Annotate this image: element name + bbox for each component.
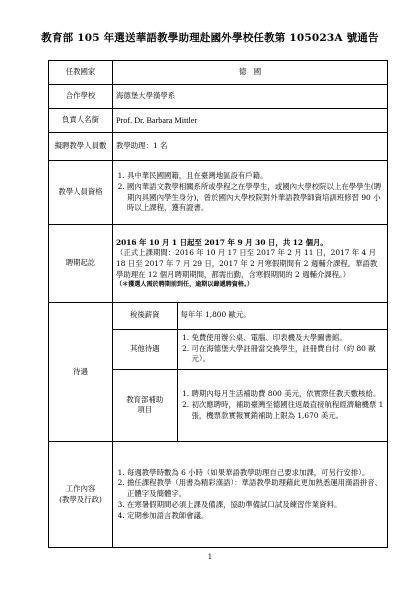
duty-item: 4. 定期參加語言教師會議。 <box>127 511 384 522</box>
duties-label: 工作內容 <box>65 483 96 493</box>
value-period <box>113 225 388 303</box>
duty-item: 2. 擔任課程教學（用書為精彩漢語）：華語教學助理藉此更加熟悉運用漢語拼音、正體字及簡體字。 <box>127 478 384 499</box>
benefit-moe-label: 教育部補助項目 <box>113 369 177 441</box>
row-qualifications <box>49 161 388 225</box>
period-headline: 2016 年 10 月 1 日起至 2017 年 9 月 30 日，共 12 個月。 <box>116 237 328 247</box>
row-duties <box>49 442 388 548</box>
label-partner: 合作學校 <box>49 85 113 109</box>
benefit-other-label: 其他待遇 <box>113 329 177 369</box>
label-duties <box>49 442 113 548</box>
benefit-other-item: 2. 可在海德堡大學註冊當交換學生，註冊費自付（約 80 歐元）。 <box>192 344 385 365</box>
period-detail: （正式上課期間：2016 年 10 月 17 日至 2017 年 2 月 11 日，2017 年 4 月 18 日至 2017 年 7 月 29 日，2017 年 2 月寒假期間有 2 週輔介課程。華語教學助理在 12 個月聘期期間，都需出勤，含寒假期間的 2 週輔介課程。） <box>116 248 378 279</box>
page-number: 1 <box>207 553 213 561</box>
row-benefits <box>49 303 388 442</box>
row-country <box>49 61 388 85</box>
row-partner <box>49 85 388 109</box>
qualification-item: 1. 具中華民國國籍，且在臺灣地區設有戶籍。 <box>127 171 384 182</box>
label-quota: 擬聘教學人員數 <box>49 133 113 161</box>
duties-sublabel: (教學及行政) <box>59 494 102 504</box>
benefit-tax-label: 稅後薪資 <box>113 303 177 329</box>
row-period <box>49 225 388 303</box>
benefit-moe-item: 2. 初次應聘時，補助臺灣至德國往返最直接航程經濟艙機票 1 張，機票款實報實銷補助上限為 1,670 美元。 <box>192 400 385 421</box>
row-contact <box>49 109 388 133</box>
notice-title: 教育部 105 年選送華語教學助理赴國外學校任教第 105023A 號通告 <box>41 32 379 44</box>
benefit-other-row <box>113 329 387 369</box>
label-contact: 負責人名銜 <box>49 109 113 133</box>
benefits-table <box>113 303 387 441</box>
benefit-moe-item: 1. 聘期內每月生活補助費 800 美元，依實際任教天數核給。 <box>192 389 385 400</box>
benefit-other-item: 1. 免費使用辦公桌、電腦、印表機及大學圖書館。 <box>192 333 385 344</box>
qualification-item: 2. 國內華語文教學相關系所或學程之在學學生，或國內大學校院以上在學學生(聘期內具國內學生身分)，曾於國內大學校院對外華語教學師資培訓班修習 90 小時以上課程，獲有證書。 <box>127 182 384 214</box>
value-qualifications <box>113 161 388 225</box>
benefit-moe-row <box>113 369 387 441</box>
notice-table <box>48 60 388 548</box>
benefit-tax-row <box>113 303 387 329</box>
value-partner: 海德堡大學漢學系 <box>113 85 388 109</box>
benefit-moe-value <box>177 369 387 441</box>
duty-item: 3. 在寒暑假期間必須上課及備課，協助準備試口試及練習作業資料。 <box>127 500 384 511</box>
value-contact: Prof. Dr. Barbara Mittler <box>113 109 388 133</box>
benefit-other-value <box>177 329 387 369</box>
value-duties <box>113 442 388 548</box>
value-quota: 教學助理：1 名 <box>113 133 388 161</box>
label-benefits: 待遇 <box>49 303 113 442</box>
value-benefits <box>113 303 388 442</box>
row-quota <box>49 133 388 161</box>
value-country: 德 國 <box>113 61 388 85</box>
label-period: 聘期起訖 <box>49 225 113 303</box>
benefit-tax-value: 每年年 1,800 歐元。 <box>177 303 387 329</box>
duty-item: 1. 每週教學時數為 6 小時（如果華語教學助理自己要求加課，可另行安排）。 <box>127 468 384 479</box>
label-qualifications: 教學人員資格 <box>49 161 113 225</box>
period-note: （＊獲選人需於聘期前到任，逾期以錄遞聘資格。） <box>116 280 254 288</box>
label-country: 任教國家 <box>49 61 113 85</box>
